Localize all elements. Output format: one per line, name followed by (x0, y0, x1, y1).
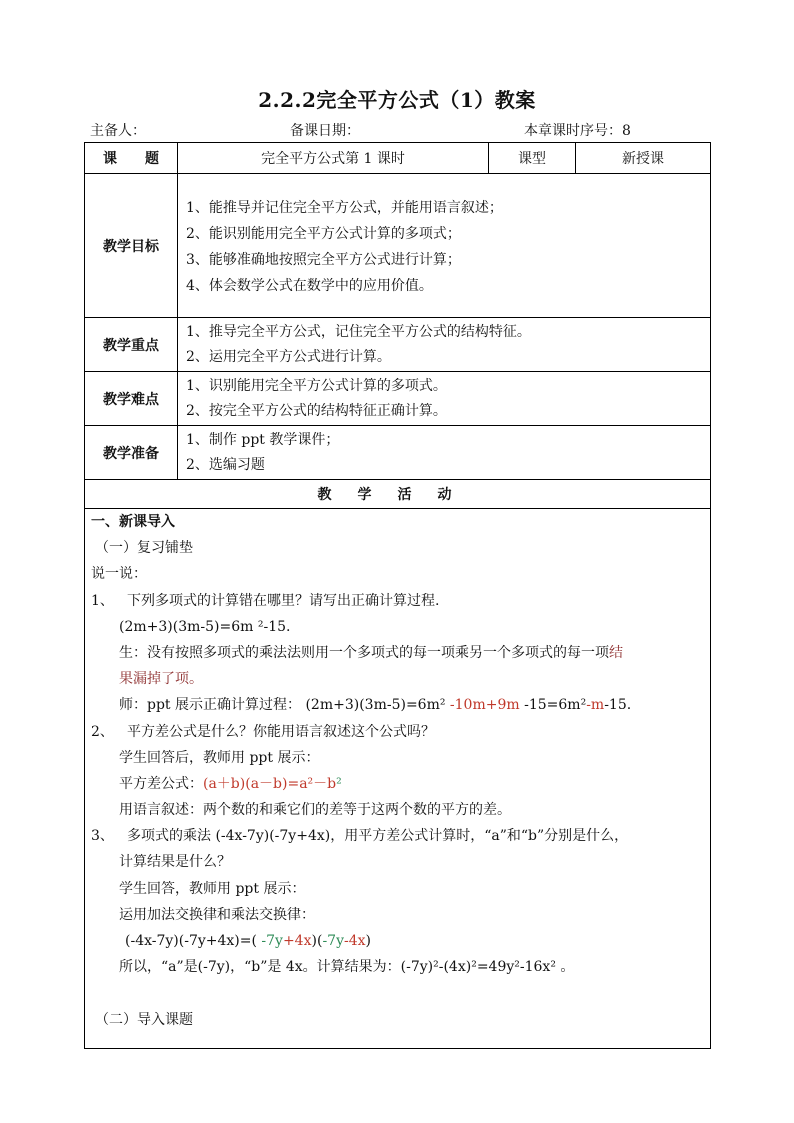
subsection-heading: （二）导入课题 (95, 1011, 193, 1028)
student-answer-highlight: 结 (609, 644, 623, 661)
preparation-content (178, 426, 711, 480)
teacher-answer-text: -15. (604, 697, 632, 714)
difficulties-label: 教学难点 (85, 372, 178, 426)
section-heading: 一、新课导入 (91, 514, 175, 530)
teacher-answer-text: -15=6m² (519, 697, 587, 714)
expression-highlight: -7y (322, 933, 344, 949)
lesson-plan-table (84, 142, 711, 1049)
meta-row (90, 120, 710, 140)
question-2 (91, 719, 704, 745)
formula-label: 平方差公式： (119, 775, 203, 792)
key-points-row (85, 318, 711, 372)
preparation-item: 1、制作 ppt 教学课件； (186, 431, 340, 448)
key-point-item: 2、运用完全平方公式进行计算。 (186, 348, 391, 365)
preparation-row (85, 426, 711, 480)
preparer-label: 主备人： (90, 123, 146, 139)
question-1-expression: (2m+3)(3m-5)=6m ²-15. (119, 618, 291, 635)
type-value: 新授课 (576, 143, 711, 174)
teacher-answer-text: 师：ppt 展示正确计算过程： (2m+3)(3m-5)=6m² (119, 697, 450, 714)
difference-of-squares-formula (91, 771, 704, 797)
type-label: 课型 (489, 143, 576, 174)
question-3 (91, 823, 704, 849)
difficulty-item: 1、识别能用完全平方公式计算的多项式。 (186, 377, 447, 394)
preparation-item: 2、选编习题 (186, 456, 265, 473)
goal-item: 3、能够准确地按照完全平方公式进行计算； (186, 251, 461, 268)
teacher-answer-highlight: -m (586, 697, 605, 714)
difficulties-content (178, 372, 711, 426)
topic-row (85, 143, 711, 174)
expression-highlight: +4x (282, 933, 312, 949)
question-3-expression (91, 928, 704, 954)
date-label: 备课日期： (290, 123, 360, 139)
preparation-label: 教学准备 (85, 426, 178, 480)
subsection-heading: （一）复习铺垫 (95, 540, 193, 557)
activities-header-row (85, 480, 711, 509)
expression-highlight: -4x (343, 933, 366, 949)
question-text: 多项式的乘法 (-4x-7y)(-7y+4x)，用平方差公式计算时，“a”和“b”分别是什么， (127, 828, 629, 845)
goals-label: 教学目标 (85, 174, 178, 318)
question-text: 平方差公式是什么？你能用语言叙述这个公式吗？ (127, 723, 435, 740)
question-1 (91, 588, 704, 614)
activities-body (85, 509, 711, 1049)
key-points-label: 教学重点 (85, 318, 178, 372)
difficulties-row (85, 372, 711, 426)
teacher-answer-highlight: -10m+9m (449, 697, 520, 714)
key-points-content (178, 318, 711, 372)
goals-content (178, 174, 711, 318)
question-number: 3、 (91, 828, 114, 845)
activities-body-row (85, 509, 711, 1049)
key-point-item: 1、推导完全平方公式，记住完全平方公式的结构特征。 (186, 323, 531, 340)
question-text: 下列多项式的计算错在哪里？请写出正确计算过程. (127, 592, 440, 609)
teacher-answer (91, 692, 704, 718)
question-2-note: 学生回答后，教师用 ppt 展示： (119, 749, 320, 766)
formula-part: ²－b (307, 775, 337, 792)
formula-part: ² (336, 775, 342, 792)
difficulty-item: 2、按完全平方公式的结构特征正确计算。 (186, 402, 447, 419)
expression-part: )( (311, 933, 323, 949)
goal-item: 2、能识别能用完全平方公式计算的多项式； (186, 225, 461, 242)
expression-part: (-4x-7y)(-7y+4x)=( (125, 933, 262, 949)
question-3-note: 学生回答，教师用 ppt 展示： (119, 880, 306, 897)
activities-header: 教学活动 (85, 480, 711, 509)
student-answer-text: 生：没有按照多项式的乘法法则用一个多项式的每一项乘另一个多项式的每一项 (119, 644, 609, 661)
question-3-hint: 运用加法交换律和乘法交换律： (119, 906, 315, 923)
goal-item: 1、能推导并记住完全平方公式，并能用语言叙述； (186, 199, 503, 216)
student-answer (91, 640, 704, 666)
question-3-continued: 计算结果是什么？ (119, 854, 231, 871)
goals-row (85, 174, 711, 318)
expression-part: ) (365, 933, 371, 949)
goal-item: 4、体会数学公式在数学中的应用价值。 (186, 277, 433, 294)
say-prompt: 说一说： (91, 566, 147, 583)
verbal-statement: 用语言叙述：两个数的和乘它们的差等于这两个数的平方的差。 (119, 802, 511, 819)
question-3-result: 所以，“a”是(-7y)，“b”是 4x。计算结果为：(-7y)²-(4x)²=49y²-16x² 。 (119, 959, 575, 976)
spacer (91, 980, 704, 1006)
formula-part: (a＋b)(a－b)=a (203, 775, 308, 792)
topic-value: 完全平方公式第 1 课时 (178, 143, 489, 174)
page-title: 2.2.2完全平方公式（1）教案 (258, 88, 536, 112)
student-answer-continued: 果漏掉了项。 (119, 671, 203, 688)
topic-label: 课 题 (85, 143, 178, 174)
question-number: 1、 (91, 592, 114, 609)
serial-label: 本章课时序号：8 (524, 123, 631, 139)
question-number: 2、 (91, 723, 114, 740)
expression-highlight: -7y (261, 933, 283, 949)
